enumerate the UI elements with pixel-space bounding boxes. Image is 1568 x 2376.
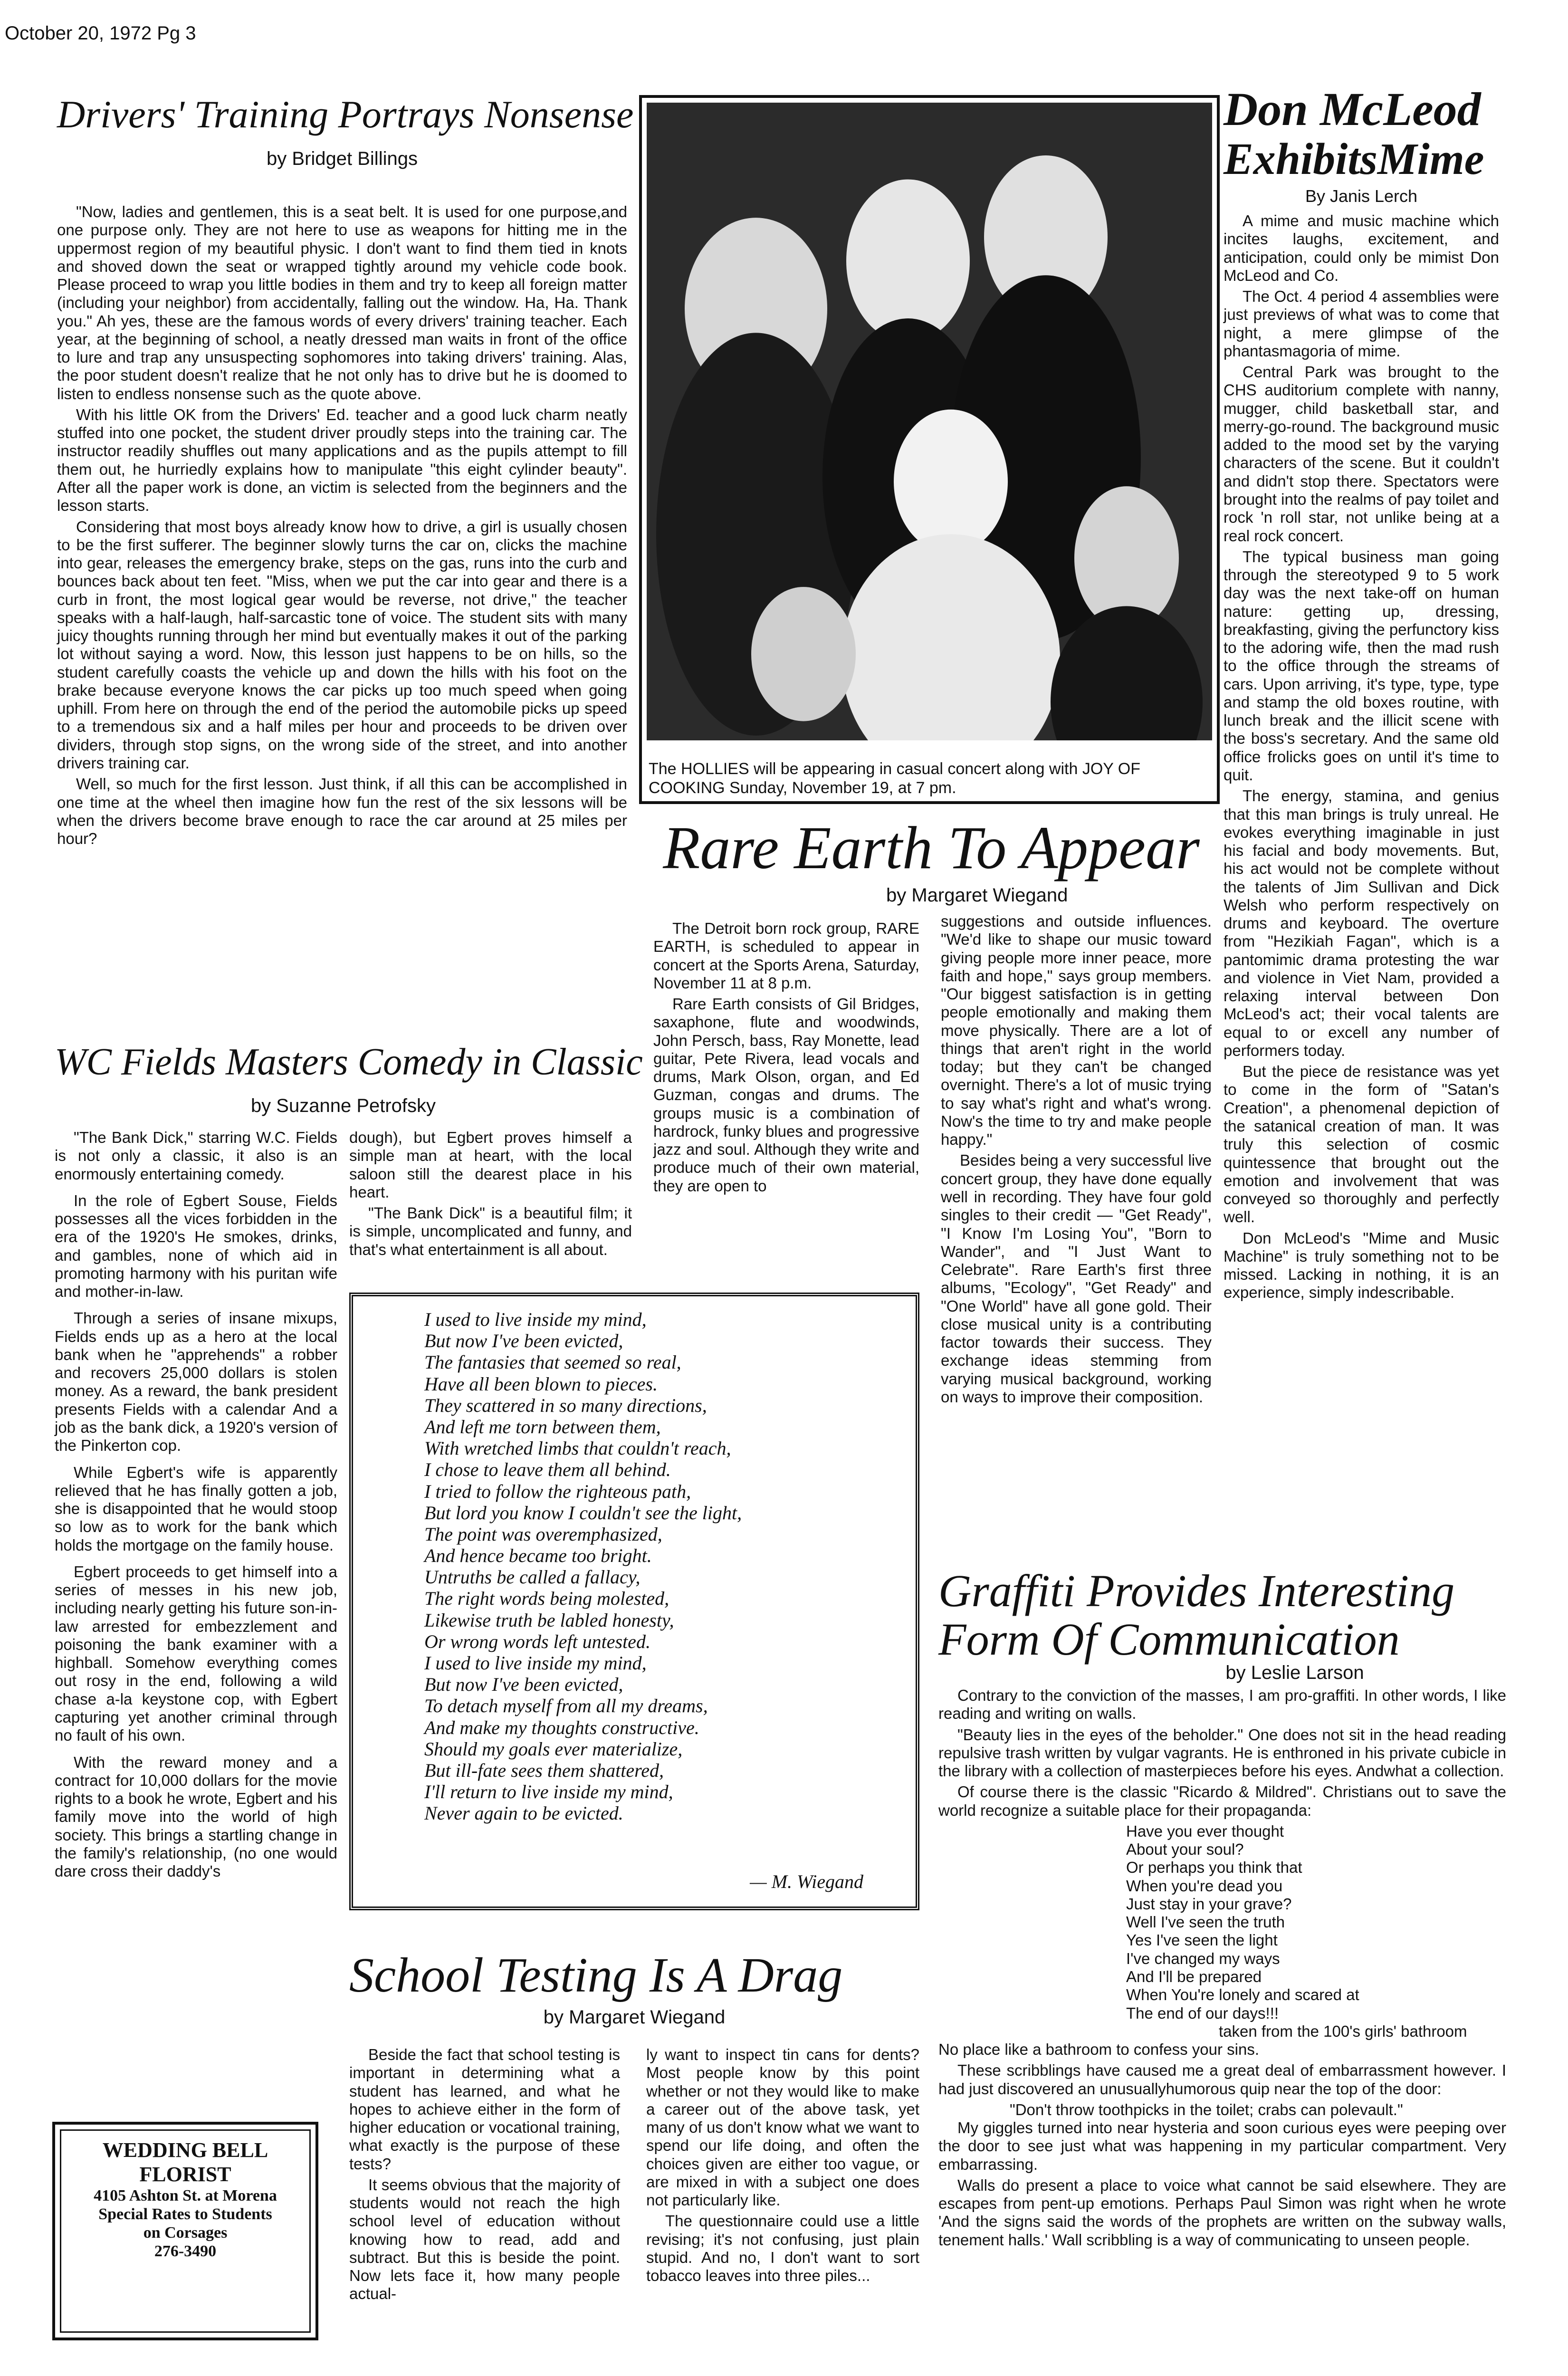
article-wc-fields xyxy=(55,1041,643,1117)
florist-ad-inner xyxy=(60,2129,311,2333)
wc-fields-para-5: Egbert proceeds to get himself into a series of messes in his new job, including nearly getting his future son-in-law arrested for embezzlement and poisoning the bank examiner with a highball. Somehow everything comes out rosy in the end, following a wild chase a-la keystone cop, with Egbert capturing yet another criminal through no fault of his own. xyxy=(55,1562,337,1744)
poem-line: They scattered in so many directions, xyxy=(424,1394,707,1416)
mcleod-para-2: The Oct. 4 period 4 assemblies were just previews of what was to come that night, a mere glimpse of the phantasmagoria of mime. xyxy=(1224,287,1499,360)
graffiti-para-3: Of course there is the classic "Ricardo & Mildred". Christians out to save the world recognize a suitable place for their propaganda: xyxy=(938,1783,1506,1819)
rare-earth-para-3: suggestions and outside influences. "We'd like to shape our music toward giving people more inner peace, more faith and hope," says group members. "Our biggest satisfaction is in getting people emotionally and making them move physically. There are a lot of things that aren't right in the world today; but they can't be changed overnight. There's a lot of music trying to say what's right and what's wrong. Now's the time to try and make people happy." xyxy=(941,912,1212,1149)
hollies-band-photo xyxy=(647,103,1212,740)
school-testing-para-2: It seems obvious that the majority of students would not reach the high school level of education without knowing how to read, add and subtract. But this is beside the point. Now lets face it, how many people actual- xyxy=(349,2175,620,2303)
school-testing-col-1 xyxy=(349,2046,620,2306)
graffiti-poem-line: Have you ever thought xyxy=(1126,1822,1284,1840)
headline-mcleod-2: ExhibitsMime xyxy=(1224,134,1484,184)
poem-line: The right words being molested, xyxy=(424,1588,669,1610)
rare-earth-para-4: Besides being a very successful live concert group, they have done equally well in recording. They have four gold singles to their credit — "Get Ready", "I Know I'm Losing You", "Born to Wander", and "I Just Want to Celebrate". Rare Earth's first three albums, "Ecology", "Get Ready" and "One World" have all gone gold. Their close musical unity is a contributing factor towards their success. They exchange ideas stemming from varying musical background, working on ways to improve their composition. xyxy=(941,1151,1212,1406)
body-drivers xyxy=(57,203,627,848)
graffiti-para-4: No place like a bathroom to confess your sins. xyxy=(938,2041,1260,2059)
drivers-para-1: "Now, ladies and gentlemen, this is a seat belt. It is used for one purpose,and one purpose only. They are not here to use as weapons for hitting me in the uppermost region of my beautiful physic. I don't want to find them tied in knots and shoved down the seat or wrapped tightly around my vehicle code book. Please proceed to wrap you little bodies in them and try to keep all foreign matter (including your neighbor) from accidentally, falling out the window. Ha, Ha. Thank you." Ah yes, these are the famous words of every drivers' training teacher. Each year, at the beginning of school, a neatly dressed man waits in front of the office to lure and trap any unsuspecting sophomores into taking drivers' training. Alas, the poor student doesn't realize that he not only has to drive but he is doomed to listen to endless nonsense such as the quote above. xyxy=(57,203,627,402)
poem-line: The point was overemphasized, xyxy=(424,1523,662,1545)
graffiti-poem-line: I've changed my ways xyxy=(1126,1949,1280,1967)
poem-line: To detach myself from all my dreams, xyxy=(424,1695,708,1717)
article-rare-earth xyxy=(649,814,1214,906)
headline-drivers: Drivers' Training Portrays Nonsense xyxy=(57,93,634,136)
school-testing-para-3: ly want to inspect tin cans for dents? Most people know by this point whether or not they would like to make a career out of the above task, yet many of us don't know what we want to spend our life doing, and often the choices given are either too vague, or are mixed in with a subject one does not particularly like. xyxy=(646,2046,919,2209)
graffiti-para-1: Contrary to the conviction of the masses, I am pro-graffiti. In other words, I like reading and writing on walls. xyxy=(938,1686,1506,1723)
rare-earth-para-2: Rare Earth consists of Gil Bridges, saxaphone, flute and woodwinds, John Persch, bass, Ray Monette, lead guitar, Pete Rivera, lead vocals and drums, Mark Olson, organ, and Ed Guzman, congas and drums. The groups music is a combination of hardrock, funky blues and progressive jazz and soul. Although they write and produce much of their own material, they are open to xyxy=(653,995,919,1195)
rare-earth-col-1 xyxy=(653,920,919,1198)
hollies-caption: The HOLLIES will be appearing in casual concert along with JOY OF COOKING Sunday, November 19, at 7 pm. xyxy=(649,759,1141,797)
graffiti-poem-line: About your soul? xyxy=(1126,1840,1244,1859)
mcleod-para-3: Central Park was brought to the CHS auditorium complete with nanny, mugger, child basketball star, and merry-go-round. The background music added to the mood set by the varying characters of the scene. But it couldn't and didn't stop there. Spectators were brought into the realms of pay toilet and rock 'n roll star, not unlike being at a real rock concert. xyxy=(1224,363,1499,545)
body-mcleod xyxy=(1224,212,1499,1302)
poem-box xyxy=(349,1293,919,1910)
graffiti-poem-line: Yes I've seen the light xyxy=(1126,1931,1278,1949)
poem-line: But ill-fate sees them shattered, xyxy=(424,1759,664,1781)
poem-line: Likewise truth be labled honesty, xyxy=(424,1609,674,1631)
graffiti-poem-line: Well I've seen the truth xyxy=(1126,1913,1285,1931)
poem-lines xyxy=(424,1309,897,1824)
band-photo-image xyxy=(647,103,1212,740)
drivers-para-4: Well, so much for the first lesson. Just think, if all this can be accomplished in one time at the wheel then imagine how fun the rest of the six lessons will be when the drivers become brave enough to race the car around at 25 miles per hour? xyxy=(57,775,627,848)
graffiti-poem-line: Just stay in your grave? xyxy=(1126,1895,1292,1913)
headline-rare-earth: Rare Earth To Appear xyxy=(663,814,1200,881)
wc-fields-para-7: dough), but Egbert proves himself a simple man at heart, with the local saloon still the dearest place in his heart. xyxy=(349,1129,632,1201)
drivers-para-3: Considering that most boys already know how to drive, a girl is usually chosen to be the first sufferer. The beginner slowly turns the car on, clicks the machine into gear, releases the emergency brake, steps on the gas, runs into the curb and bounces back about ten feet. "Miss, when we put the car into gear and there is a curb in front, the most logical gear would be reverse, not drive," the teacher speaks with a half-laugh, half-sarcastic tone of voice. The student sits with many juicy thoughts running through her mind but eventually makes it out of the parking lot without saying a word. Now, this lesson just happens to be on hills, so the student carefully coasts the vehicle up and down the hills with his foot on the brake because everyone knows the car picks up too much speed when going uphill. From here on through the end of the period the automobile picks up speed to a tremendous six and a half miles per hour and proceeds to be driven over dividers, through stop signs, on the wrong side of the street, and into another drivers training car. xyxy=(57,517,627,772)
school-testing-col-2 xyxy=(646,2046,919,2288)
graffiti-para-7: Walls do present a place to voice what cannot be said elsewhere. They are escapes from pent-up emotions. Perhaps Paul Simon was right when he wrote 'And the signs said the words of the prophets are written on the subway walls, tenement halls.' Wall scribbling is a way of communicating to unseen people. xyxy=(938,2176,1506,2249)
byline-drivers: by Bridget Billings xyxy=(267,148,418,169)
mcleod-para-6: But the piece de resistance was yet to come in the form of "Satan's Creation", a phenomenal depiction of the satanical creation of man. It was truly this selection of cosmic quintessence that brought out the emotion and involvement that was conveyed so thoroughly and perfectly well. xyxy=(1224,1063,1499,1226)
article-don-mcleod xyxy=(1224,83,1499,1305)
poem-line: Never again to be evicted. xyxy=(424,1802,623,1824)
poem-author: — M. Wiegand xyxy=(750,1870,863,1892)
byline-graffiti: by Leslie Larson xyxy=(1225,1662,1364,1683)
byline-rare-earth: by Margaret Wiegand xyxy=(886,885,1068,906)
wc-fields-col-1 xyxy=(55,1129,337,1883)
article-school-testing xyxy=(349,1948,919,2028)
graffiti-poem-line: Or perhaps you think that xyxy=(1126,1859,1302,1877)
mcleod-para-7: Don McLeod's "Mime and Music Machine" is truly something not to be missed. Lacking in nothing, it is an experience, simply indescribable. xyxy=(1224,1229,1499,1302)
headline-wc-fields: WC Fields Masters Comedy in Classic xyxy=(55,1041,643,1083)
page-dateline: October 20, 1972 Pg 3 xyxy=(5,23,196,44)
wc-fields-para-1: "The Bank Dick," starring W.C. Fields is not only a classic, it also is an enormously entertaining comedy. xyxy=(55,1129,337,1183)
headline-graffiti-1: Graffiti Provides Interesting xyxy=(938,1565,1455,1616)
poem-line: I tried to follow the righteous path, xyxy=(424,1480,691,1502)
wc-fields-col-2 xyxy=(349,1129,632,1262)
poem-line: Should my goals ever materialize, xyxy=(424,1738,683,1760)
headline-school-testing: School Testing Is A Drag xyxy=(349,1948,843,2002)
graffiti-quoted-poem xyxy=(1126,1822,1506,2022)
poem-line: Have all been blown to pieces. xyxy=(424,1373,658,1395)
body-graffiti xyxy=(938,1686,1506,2249)
poem-line: And hence became too bright. xyxy=(424,1545,652,1567)
wc-fields-para-6: With the reward money and a contract for 10,000 dollars for the movie rights to a book he wrote, Egbert and his family move into the world of high society. This brings a startling change in the family's relationship, (no one would dare cross their daddy's xyxy=(55,1753,337,1880)
mcleod-para-4: The typical business man going through the stereotyped 9 to 5 work day was the next take-off on human nature: getting up, dressing, breakfasting, giving the perfunctory kiss to the adoring wife, then the mad rush to the office through the streams of cars. Upon arriving, it's type, type, type and stamp the old boxes routine, with lunch break and the illicit scene with the boss's secretary. And the same old office frolicks goes on until it's time to quit. xyxy=(1224,547,1499,784)
headline-graffiti-2: Form Of Communication xyxy=(938,1614,1400,1665)
florist-advertisement xyxy=(52,2122,318,2340)
school-testing-para-1: Beside the fact that school testing is important in determining what a student has learned, and what he hopes to achieve either in the form of higher education or vocational training, what exactly is the purpose of these tests? xyxy=(349,2046,620,2173)
headline-mcleod-1: Don McLeod xyxy=(1224,83,1481,135)
ad-line-6: 276-3490 xyxy=(154,2242,217,2261)
ad-line-3: 4105 Ashton St. at Morena xyxy=(94,2187,277,2205)
drivers-para-2: With his little OK from the Drivers' Ed. teacher and a good luck charm neatly stuffed into one pocket, the student driver proudly steps into the training car. The instructor readily shuffles out many applications and as the pupils attempt to fill them out, he hurriedly explains how to manipulate "this eight cylinder beauty". After all the paper work is done, an victim is selected from the beginners and the lesson starts. xyxy=(57,405,627,515)
school-testing-para-4: The questionnaire could use a little revising; it's not confusing, just plain stupid. And no, I don't want to sort tobacco leaves into three piles... xyxy=(646,2212,919,2285)
wc-fields-para-4: While Egbert's wife is apparently relieved that he has finally gotten a job, she is disappointed that he would stoop so low as to work for the bank which holds the mortgage on the family house. xyxy=(55,1463,337,1554)
hollies-photo-frame xyxy=(639,95,1220,804)
poem-line: But now I've been evicted, xyxy=(424,1330,623,1352)
poem-line: I used to live inside my mind, xyxy=(424,1309,647,1330)
graffiti-poem-line: And I'll be prepared xyxy=(1126,1967,1262,1985)
graffiti-attribution: taken from the 100's girls' bathroom xyxy=(1219,2022,1467,2040)
byline-wc-fields: by Suzanne Petrofsky xyxy=(250,1095,436,1116)
poem-line: Or wrong words left untested. xyxy=(424,1630,650,1652)
poem-line: I'll return to live inside my mind, xyxy=(424,1781,673,1803)
graffiti-quote: "Don't throw toothpicks in the toilet; crabs can polevault." xyxy=(1010,2100,1403,2118)
ad-line-2: FLORIST xyxy=(139,2162,231,2186)
byline-school-testing: by Margaret Wiegand xyxy=(543,2007,726,2028)
ad-line-1: WEDDING BELL xyxy=(102,2138,268,2162)
rare-earth-col-2 xyxy=(941,912,1212,1409)
wc-fields-para-3: Through a series of insane mixups, Fields ends up as a hero at the local bank when he "apprehends" a robber and recovers 25,000 dollars is stolen money. As a reward, the bank president presents Fields with a calendar And a job as the bank dick, a 1920's version of the Pinkerton cop. xyxy=(55,1309,337,1455)
poem-line: With wretched limbs that couldn't reach, xyxy=(424,1437,731,1459)
poem-line: And make my thoughts constructive. xyxy=(424,1716,699,1738)
poem-line: I chose to leave them all behind. xyxy=(424,1459,671,1481)
poem-line: The fantasies that seemed so real, xyxy=(424,1351,681,1373)
poem-line: But now I've been evicted, xyxy=(424,1674,623,1696)
mcleod-para-1: A mime and music machine which incites laughs, excitement, and anticipation, could only be mimist Don McLeod and Co. xyxy=(1224,212,1499,284)
byline-mcleod: By Janis Lerch xyxy=(1305,186,1418,206)
poem-line: But lord you know I couldn't see the light, xyxy=(424,1502,742,1523)
article-drivers-training xyxy=(57,93,634,851)
wc-fields-para-2: In the role of Egbert Souse, Fields possesses all the vices forbidden in the era of the 1920's He smokes, drinks, and gambles, none of which aid in promoting harmony with his puritan wife and mother-in-law. xyxy=(55,1191,337,1301)
wc-fields-para-8: "The Bank Dick" is a beautiful film; it is simple, uncomplicated and funny, and that's what entertainment is all about. xyxy=(349,1204,632,1258)
article-graffiti xyxy=(938,1565,1509,2252)
graffiti-poem-line: The end of our days!!! xyxy=(1126,2004,1279,2022)
graffiti-poem-line: When you're dead you xyxy=(1126,1877,1283,1895)
ad-line-4: Special Rates to Students xyxy=(98,2205,272,2223)
poem-line: Untruths be called a fallacy, xyxy=(424,1566,641,1588)
graffiti-para-2: "Beauty lies in the eyes of the beholder." One does not sit in the head reading repulsive trash written by vulgar vagrants. He is enthroned in his private cubicle in the library with a collection of masterpieces before his eyes. Andwhat a collection. xyxy=(938,1725,1506,1780)
rare-earth-para-1: The Detroit born rock group, RARE EARTH, is scheduled to appear in concert at the Sports Arena, Saturday, November 11 at 8 p.m. xyxy=(653,920,919,992)
graffiti-para-6: My giggles turned into near hysteria and soon curious eyes were peeping over the door to see just what was happening in my particular compartment. Very embarrassing. xyxy=(938,2119,1506,2173)
mcleod-para-5: The energy, stamina, and genius that this man brings is truly unreal. He evokes everything imaginable in just his facial and body movements. But, his act would not be complete without the talents of Jim Sullivan and Dick Welsh who perform respectively on drums and keyboard. The overture from "Hezikiah Fagan", which is a pantomimic drama protesting the war and violence in Viet Nam, provided a relaxing interval between Don McLeod's act; their vocal talents are equal to or excell any number of performers today. xyxy=(1224,787,1499,1059)
poem-line: And left me torn between them, xyxy=(424,1416,661,1437)
graffiti-para-5: These scribblings have caused me a great deal of embarrassment however. I had just discovered an unusuallyhumorous quip near the top of the door: xyxy=(938,2061,1506,2098)
ad-line-5: on Corsages xyxy=(143,2224,228,2242)
poem-line: I used to live inside my mind, xyxy=(424,1652,647,1674)
graffiti-poem-line: When You're lonely and scared at xyxy=(1126,1986,1359,2004)
